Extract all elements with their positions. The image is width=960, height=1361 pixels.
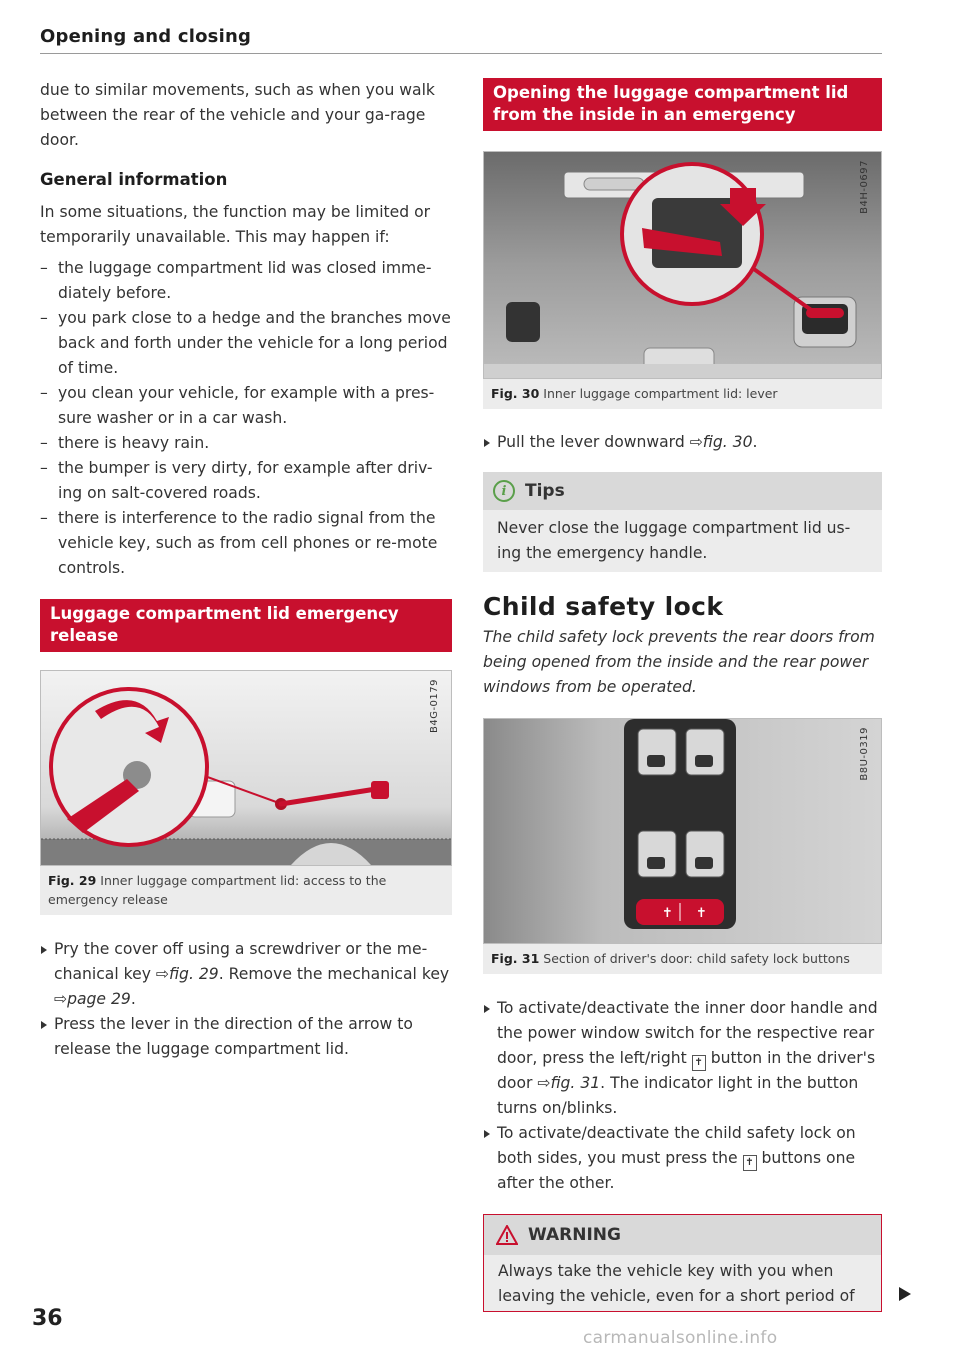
- page-reference-link[interactable]: page 29: [67, 990, 131, 1008]
- left-column: [40, 78, 452, 1062]
- child-lock-key-icon: ✝: [743, 1155, 757, 1171]
- warning-body: [484, 1255, 881, 1311]
- page-header: [40, 26, 882, 54]
- figure-reference-link[interactable]: fig. 29: [168, 965, 219, 983]
- child-safety-steps: [483, 996, 882, 1196]
- tips-text: Never close the luggage compartment lid us-ing the emergency handle.: [483, 510, 882, 572]
- right-column: [483, 78, 882, 1312]
- step-text: .: [130, 990, 136, 1008]
- tips-header: [483, 472, 882, 510]
- conditions-list: [40, 256, 452, 581]
- info-icon: i: [493, 480, 515, 502]
- warning-triangle-icon: [496, 1225, 518, 1245]
- emergency-release-steps: [40, 937, 452, 1062]
- figure-29: [40, 670, 452, 866]
- figure-31-caption-text: Section of driver's door: child safety lock buttons: [543, 951, 850, 966]
- general-intro: In some situations, the function may be limited or temporarily unavailable. This may happen if:: [40, 203, 431, 246]
- figure-29-caption: [40, 866, 452, 915]
- inside-emergency-heading: Opening the luggage compartment lid from the inside in an emergency: [483, 78, 882, 131]
- warning-text: Always take the vehicle key with you when leaving the vehicle, even for a short period of: [498, 1262, 855, 1305]
- figure-29-code: B4G-0179: [429, 679, 440, 734]
- general-information-heading: General information: [40, 170, 228, 189]
- arrow-icon: ⇨: [537, 1074, 551, 1092]
- arrow-icon: ⇨: [155, 965, 169, 983]
- page-number: 36: [32, 1306, 63, 1331]
- step-text: . Remove the mechanical key: [218, 965, 450, 983]
- child-lock-key-icon: ✝: [692, 1055, 706, 1071]
- page-header-title: Opening and closing: [40, 26, 252, 47]
- figure-29-caption-text: Inner luggage compartment lid: access to the emergency release: [48, 873, 387, 907]
- continued-paragraph: due to similar movements, such as when you walk between the rear of the vehicle and your ga-rage door.: [40, 81, 435, 149]
- svg-text:✝: ✝: [696, 906, 707, 921]
- step-text: Pull the lever downward: [497, 433, 690, 451]
- figure-30-caption-text: Inner luggage compartment lid: lever: [543, 386, 778, 401]
- emergency-release-heading: Luggage compartment lid emergency release: [40, 599, 452, 652]
- list-item: [40, 937, 452, 1012]
- figure-31-code: B8U-0319: [859, 727, 870, 781]
- list-item: – you clean your vehicle, for example with a pres-sure washer or in a car wash.: [40, 381, 452, 431]
- figure-30-caption: [483, 379, 882, 409]
- warning-header: [484, 1215, 881, 1255]
- list-item: Press the lever in the direction of the arrow to release the luggage compartment lid.: [40, 1012, 452, 1062]
- step-text: Pry the cover off using a screwdriver or the me-chanical key: [54, 940, 428, 983]
- figure-31-label: Fig. 31: [491, 951, 540, 966]
- figure-30-code: B4H-0697: [859, 160, 870, 214]
- step-text: To activate/deactivate the inner door handle and the power window switch for the respective rear door, press the left/right: [497, 999, 878, 1067]
- warning-box: [483, 1214, 882, 1312]
- child-safety-intro: The child safety lock prevents the rear doors from being opened from the inside and the rear power windows from be operated.: [483, 628, 875, 696]
- figure-29-label: Fig. 29: [48, 873, 97, 888]
- continue-arrow-icon: [899, 1287, 911, 1301]
- figure-31-caption: [483, 944, 882, 974]
- list-item: – there is heavy rain.: [40, 431, 452, 456]
- list-item: – you park close to a hedge and the branches move back and forth under the vehicle for a long period of time.: [40, 306, 452, 381]
- warning-title: WARNING: [528, 1224, 621, 1245]
- step-text: button in the driver's door: [497, 1049, 876, 1092]
- child-safety-lock-title: Child safety lock: [483, 592, 724, 621]
- arrow-icon: ⇨: [689, 433, 703, 451]
- list-item: – the bumper is very dirty, for example after driv-ing on salt-covered roads.: [40, 456, 452, 506]
- figure-30-label: Fig. 30: [491, 386, 540, 401]
- step-text: buttons one after the other.: [497, 1149, 856, 1192]
- watermark: carmanualsonline.info: [583, 1328, 778, 1348]
- figure-31-illustration: [484, 719, 881, 943]
- step-text: .: [752, 433, 758, 451]
- pull-lever-steps: [483, 430, 882, 455]
- list-item: [483, 1121, 882, 1196]
- figure-30-illustration: [484, 152, 881, 378]
- step-text: To activate/deactivate the child safety lock on both sides, you must press the: [497, 1124, 856, 1167]
- arrow-icon: ⇨: [54, 990, 68, 1008]
- svg-text:✝: ✝: [662, 906, 673, 921]
- list-item: [483, 430, 882, 455]
- list-item: – there is interference to the radio signal from the vehicle key, such as from cell phones or re-mote controls.: [40, 506, 452, 581]
- list-item: [483, 996, 882, 1121]
- tips-box: [483, 472, 882, 572]
- figure-29-illustration: [41, 671, 451, 865]
- tips-title: Tips: [525, 480, 565, 501]
- figure-reference-link[interactable]: fig. 30: [702, 433, 753, 451]
- figure-30: [483, 151, 882, 379]
- figure-31: [483, 718, 882, 944]
- step-text: . The indicator light in the button turns on/blinks.: [497, 1074, 859, 1117]
- list-item: – the luggage compartment lid was closed imme-diately before.: [40, 256, 452, 306]
- figure-reference-link[interactable]: fig. 31: [550, 1074, 601, 1092]
